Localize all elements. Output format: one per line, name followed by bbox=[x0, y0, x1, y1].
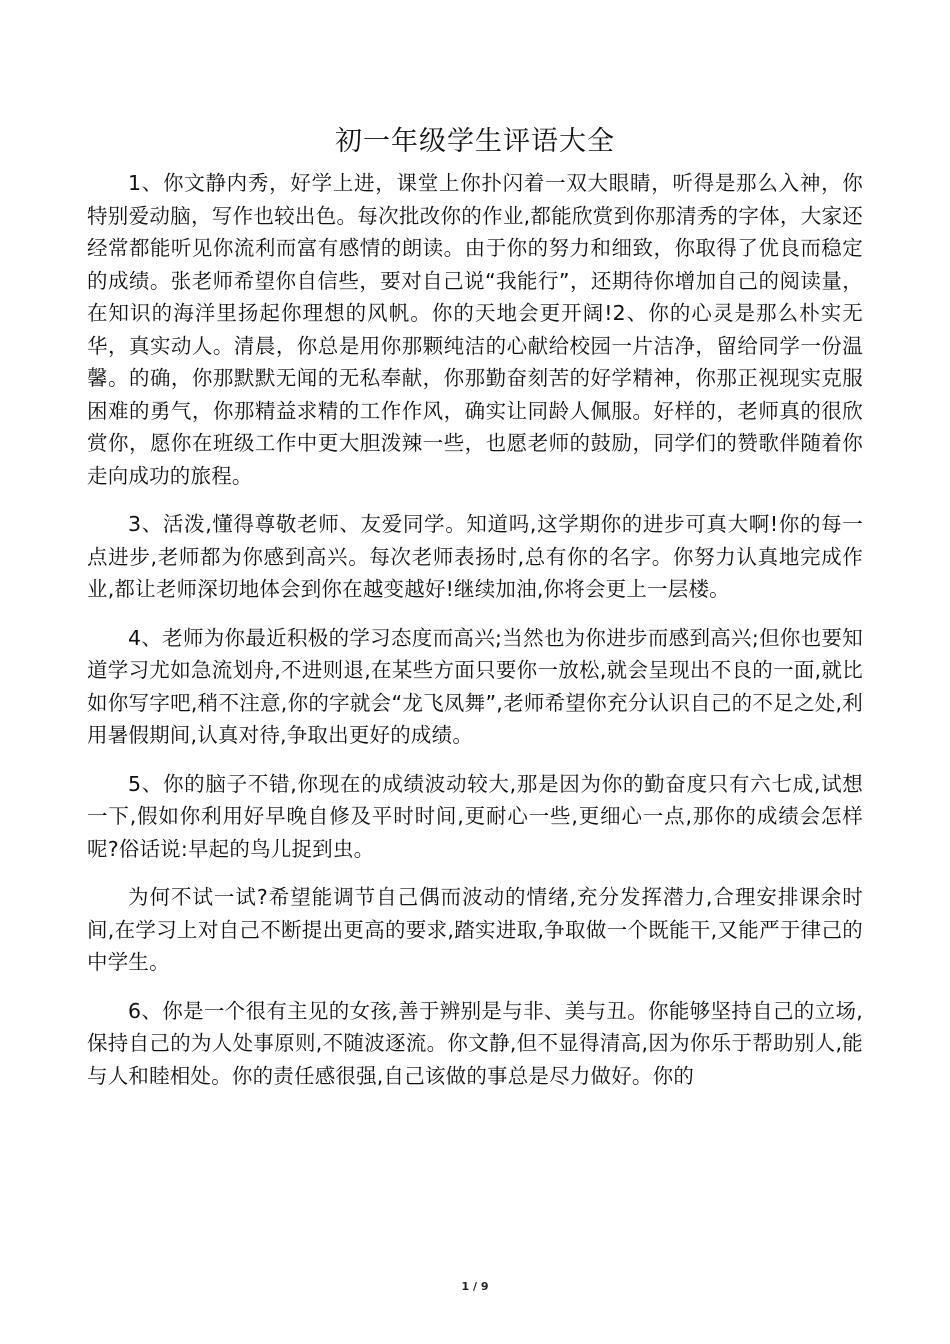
paragraph-4: 4、老师为你最近积极的学习态度而高兴;当然也为你进步而感到高兴;但你也要知道学习尤如急流划舟,不进则退,在某些方面只要你一放松,就会呈现出不良的一面,就比如你写字吧,稍不注意,你的字就会“龙飞凤舞”,老师希望你充分认识自己的不足之处,利用暑假期间,认真对待,争取出更好的成绩。 bbox=[87, 625, 863, 747]
document-title: 初一年级学生评语大全 bbox=[335, 126, 615, 158]
paragraph-1: 1、你文静内秀，好学上进，课堂上你扑闪着一双大眼睛，听得是那么入神，你特别爱动脑，写作也较出色。每次批改你的作业,都能欣赏到你那清秀的字体，大家还经常都能听见你流利而富有感情的朗读。由于你的努力和细致，你取得了优良而稳定的成绩。张老师希望你自信些，要对自己说“我能行”，还期待你增加自己的阅读量，在知识的海洋里扬起你理想的风帆。你的天地会更开阔!2、你的心灵是那么朴实无华，真实动人。清晨，你总是用你那颗纯洁的心献给校园一片洁净，留给同学一份温馨。的确，你那默默无闻的无私奉献，你那勤奋刻苦的好学精神，你那正视现实克服困难的勇气，你那精益求精的工作作风，确实让同龄人佩服。好样的，老师真的很欣赏你，愿你在班级工作中更大胆泼辣一些，也愿老师的鼓励，同学们的赞歌伴随着你走向成功的旅程。 bbox=[87, 171, 863, 488]
paragraph-3: 3、活泼,懂得尊敬老师、友爱同学。知道吗,这学期你的进步可真大啊!你的每一点进步,老师都为你感到高兴。每次老师表扬时,总有你的名字。你努力认真地完成作业,都让老师深切地体会到你在越变越好!继续加油,你将会更上一层楼。 bbox=[87, 512, 863, 601]
page-number: 1 / 9 bbox=[461, 1280, 489, 1293]
document-body bbox=[87, 167, 863, 1092]
paragraph-5-continued: 为何不试一试?希望能调节自己偶而波动的情绪,充分发挥潜力,合理安排课余时间,在学习上对自己不断提出更高的要求,踏实进取,争取做一个既能干,又能严于律己的中学生。 bbox=[87, 885, 863, 974]
paragraph-6: 6、你是一个很有主见的女孩,善于辨别是与非、美与丑。你能够坚持自己的立场,保持自己的为人处事原则,不随波逐流。你文静,但不显得清高,因为你乐于帮助别人,能与人和睦相处。你的责任感很强,自己该做的事总是尽力做好。你的 bbox=[87, 998, 863, 1088]
paragraph-5: 5、你的脑子不错,你现在的成绩波动较大,那是因为你的勤奋度只有六七成,试想一下,假如你利用好早晚自修及平时时间,更耐心一些,更细心一点,那你的成绩会怎样呢?俗话说:早起的鸟儿捉到虫。 bbox=[87, 771, 863, 861]
